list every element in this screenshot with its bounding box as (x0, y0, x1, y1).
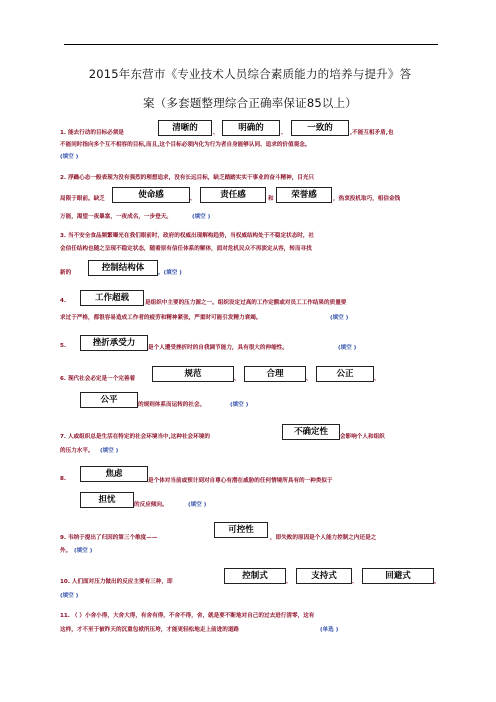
q1-answer-box-1: 清晰的 (158, 120, 212, 136)
q1-answer-box-3: 一致的 (291, 120, 349, 136)
q1-line-2: 不能同时指向多个互不相容的目标,而且,这个目标必须内化为行为者自身能够认同、追求的价值观念。 (60, 142, 311, 148)
q10-answer-box-2: 支持式 (296, 568, 352, 584)
q11-tag: (单选 ) (320, 627, 339, 633)
q6-sep-2: 、 (306, 376, 312, 382)
q2-answer-box-3: 荣誉感 (276, 187, 332, 203)
q1-text-a: 1. 能去行动的目标必须是 (60, 130, 124, 136)
q9-tag: (填空 ) (74, 548, 93, 554)
q5-text-b: 是个人遭受挫折时的自我调节能力，具有很大的伸缩性。 (148, 345, 288, 351)
q5-answer-box: 挫折承受力 (80, 335, 148, 351)
q9-text-a: 9. 韦纳于提出了归因的第三个维度—— (60, 535, 158, 541)
q7-line-2: 的压力水平。 (60, 448, 94, 454)
q7-answer-box: 不确定性 (282, 424, 340, 440)
q6-sep-3: 、 (374, 376, 380, 382)
q7-text-a: 7. 人或组织总是生活在特定的社会环境当中,这种社会环境的 (60, 434, 210, 440)
q3-answer-box: 控制结构体 (88, 260, 158, 276)
q2-text-c: 和 (268, 196, 274, 202)
q8-text-c: 的反应倾向。 (134, 502, 168, 508)
q10-answer-box-1: 控制式 (224, 568, 286, 584)
q10-sep-2: 、 (352, 579, 358, 585)
q2-answer-box-2: 责任感 (200, 187, 266, 203)
q4-number: 4. (60, 298, 67, 304)
q5-tag: (填空 ) (338, 345, 357, 351)
q2-text-b: 局限于眼前。缺乏 (60, 196, 105, 202)
q9-text-b: ，即失败的原因是个人能力控制之内还是之 (270, 535, 377, 541)
header-rule (64, 44, 438, 45)
q8-answer-box-1: 焦虑 (80, 466, 148, 482)
q8-tag: (填空 ) (188, 502, 207, 508)
q4-tag: (填空 ) (330, 315, 349, 321)
q3-tag: 。(填空 ) (158, 270, 182, 276)
q6-sep-1: 、 (234, 376, 240, 382)
q8-number: 8. (60, 476, 67, 482)
q5-number: 5. (60, 343, 67, 349)
q3-line-1: 3. 当不安全食品频繁曝光在我们眼前时，政府的权威出现解构趋势，当权威结构处于不稳定状态时，社 (60, 233, 315, 239)
q6-answer-box-2: 合理 (244, 366, 306, 382)
q1-sep-2: 、 (281, 130, 287, 136)
q11-line-2: 这样，才不至于被昨天的沉重包袱所压垮，才能更轻松地走上前进的道路 (60, 627, 240, 633)
q4-text-b: 是组织中主要的压力源之一。组织设定过高的工作定额或对员工工作结果的质量要 (145, 300, 347, 306)
document-title-line-1: 2015年东营市《专业技术人员综合素质能力的培养与提升》答 (88, 67, 412, 81)
q10-tag: (填空 ) (60, 593, 79, 599)
q2-line-3: 万能，渴望一夜暴富，一夜成名，一步登天。 (60, 214, 172, 220)
q9-line-2: 外。 (60, 548, 72, 554)
document-title-line-2: 案（多套题整理综合正确率保证85以上） (143, 96, 357, 110)
q8-answer-box-2: 担忧 (80, 492, 134, 508)
q7-tag: (填空 ) (100, 448, 119, 454)
q6-tag: (填空 ) (230, 402, 249, 408)
q2-text-d: ，热衷投机取巧，相信金钱 (333, 196, 401, 202)
q2-line-1: 2. 浮躁心态一般表现为没有强烈的理想追求，没有长远目标，缺乏踏踏实实干事业的奋斗精神，目光只 (60, 175, 315, 181)
q6-text-b: 的规则体系而运转的社会。 (138, 402, 206, 408)
q6-answer-box-1: 规范 (152, 366, 234, 382)
q2-sep-1: 、 (190, 196, 196, 202)
q2-tag: (填空 ) (192, 214, 211, 220)
q3-line-2: 会信任结构也随之呈现不稳定状态，随着原有信任体系的解体，面对危机民众不再淡定从容，转而寻找 (60, 246, 312, 252)
q1-answer-box-2: 明确的 (222, 120, 280, 136)
q4-answer-box: 工作超载 (80, 290, 144, 306)
q8-text-b: 是个体对当前或预计到对自尊心有潜在威胁的任何情境所具有的一种类似于 (148, 478, 333, 484)
q9-answer-box: 可控性 (214, 522, 268, 538)
q10-answer-box-3: 回避式 (362, 568, 434, 584)
q10-text-a: 10. 人们面对压力做出的反应主要有三种，即 (60, 579, 173, 585)
q2-answer-box-1: 使命感 (112, 187, 190, 203)
q6-text-a: 6. 现代社会必定是一个完善着 (60, 376, 136, 382)
q11-line-1: 11. （ ）小舍小得，大舍大得，有舍有得，不舍不得，舍，就是要不断地对自己的过去进行清零，这有 (60, 613, 315, 619)
q1-text-b: ,不能互相矛盾,也 (350, 130, 394, 136)
q10-sep-1: 、 (286, 579, 292, 585)
q6-answer-box-4: 公平 (80, 392, 138, 408)
q1-tag: (填空 ) (60, 154, 79, 160)
q3-text-c: 新的 (60, 270, 72, 276)
q7-text-b: 会影响个人和组织 (340, 434, 385, 440)
q1-sep-1: 、 (213, 130, 219, 136)
q10-sep-3: 。 (434, 579, 440, 585)
q6-answer-box-3: 公正 (316, 366, 374, 382)
q4-line-2: 求过于严格，都很容易造成工作者的疲劳和精神紧张，严重时可能引发精力衰竭。 (60, 315, 262, 321)
